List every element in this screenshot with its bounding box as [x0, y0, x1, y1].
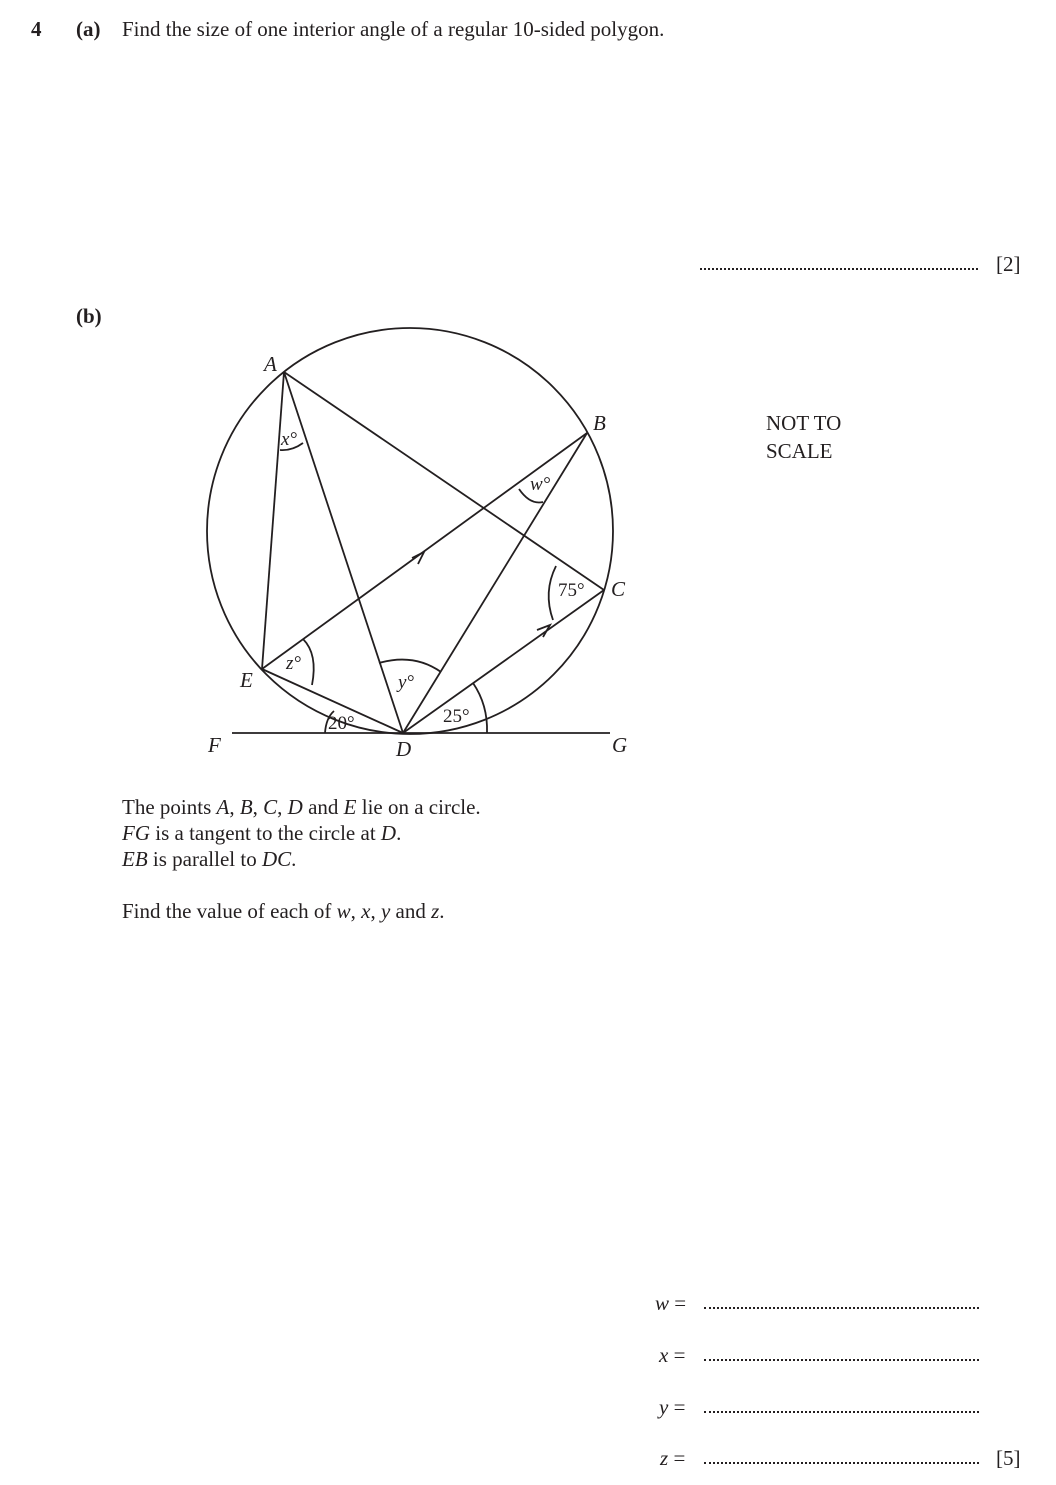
arc-z: [303, 639, 314, 685]
arc-75: [549, 566, 556, 620]
part-b-marks: [5]: [996, 1446, 1021, 1470]
part-a-question: Find the size of one interior angle of a regular 10-sided polygon.: [122, 17, 665, 41]
angle-label-z: z°: [286, 653, 301, 674]
line-ad: [284, 372, 403, 733]
arc-25: [473, 683, 487, 733]
not-to-scale-line2: SCALE: [766, 439, 833, 463]
answer-line-y[interactable]: [704, 1411, 979, 1413]
angle-label-25: 25°: [443, 706, 470, 727]
part-b-label: (b): [76, 304, 102, 328]
angle-label-y: y°: [398, 672, 415, 693]
parallel-arrow-eb: [412, 552, 424, 564]
statement-line-3: EB is parallel to DC.: [122, 847, 297, 871]
point-label-c: C: [611, 577, 626, 601]
point-label-a: A: [264, 352, 277, 376]
statement-line-1: The points A, B, C, D and E lie on a circle.: [122, 795, 481, 819]
part-a-label: (a): [76, 17, 101, 41]
angle-label-20: 20°: [328, 713, 355, 734]
arc-y: [379, 660, 441, 672]
point-label-g: G: [612, 733, 628, 757]
line-ae: [262, 372, 284, 669]
point-label-e: E: [240, 668, 253, 692]
answer-row-w: w =: [655, 1291, 687, 1315]
answer-line-z[interactable]: [704, 1462, 979, 1464]
line-ac: [284, 372, 604, 590]
answer-row-y: y =: [659, 1395, 686, 1419]
angle-label-x: x°: [281, 429, 298, 450]
answer-row-z: z =: [660, 1446, 686, 1470]
answer-line-x[interactable]: [704, 1359, 979, 1361]
statement-line-2: FG is a tangent to the circle at D.: [122, 821, 402, 845]
statement-instruction: Find the value of each of w, x, y and z.: [122, 899, 445, 923]
point-label-b: B: [593, 411, 606, 435]
angle-label-75: 75°: [558, 580, 585, 601]
answer-line-w[interactable]: [704, 1307, 979, 1309]
point-label-d: D: [396, 737, 412, 761]
question-number: 4: [31, 17, 42, 41]
angle-label-w: w°: [530, 474, 551, 495]
not-to-scale-line1: NOT TO: [766, 411, 842, 435]
part-a-marks: [2]: [996, 252, 1021, 276]
answer-row-x: x =: [659, 1343, 686, 1367]
point-label-f: F: [208, 733, 221, 757]
